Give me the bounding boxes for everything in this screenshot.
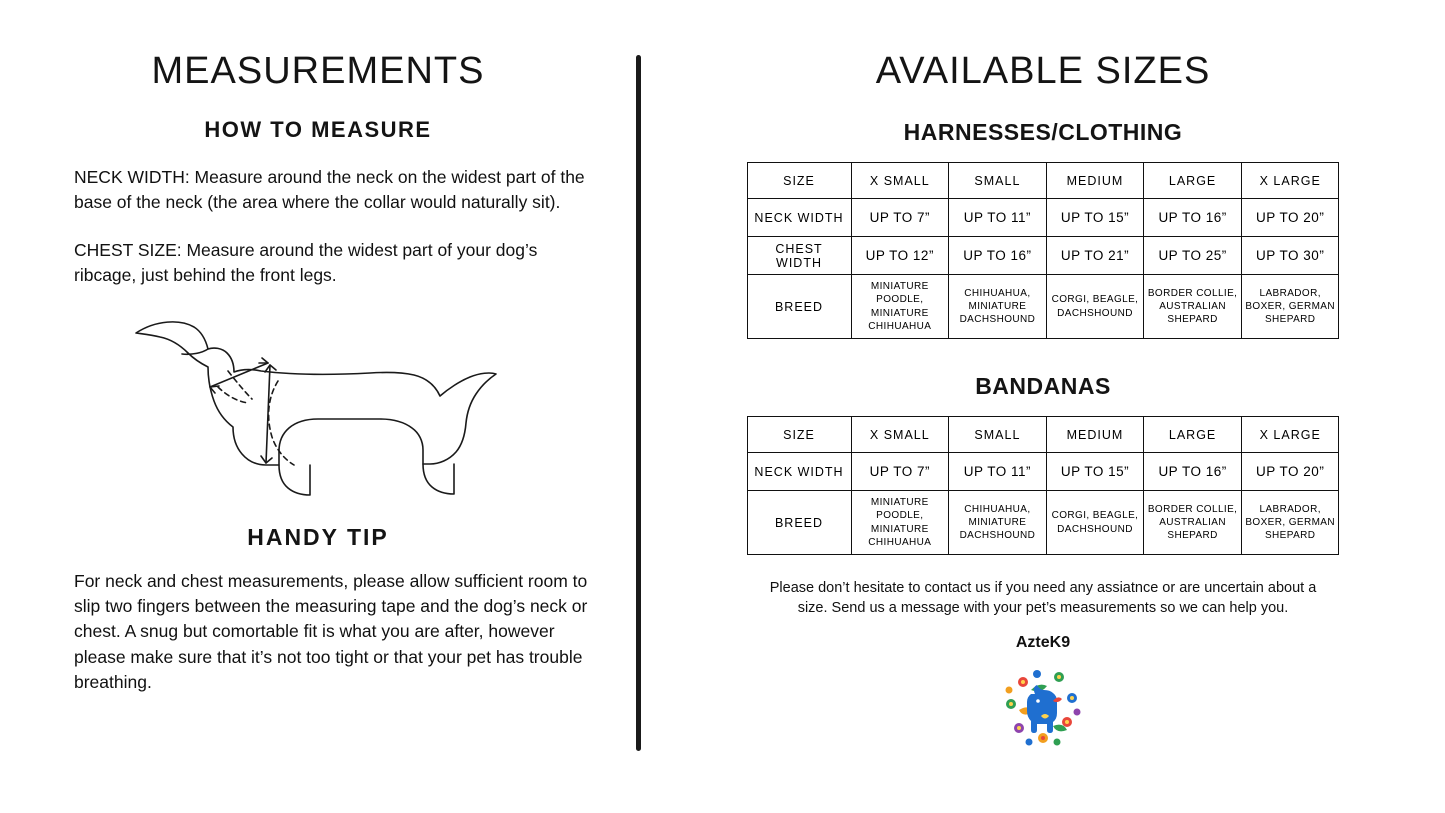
handy-tip-paragraph: For neck and chest measurements, please allow sufficient room to slip two fingers between the measuring tape and the dog’s neck or chest. A snug but comortable fit is what you are after, however please make sure that it’s not too tight or that your pet has trouble breathing. bbox=[74, 570, 588, 692]
harness-breed-xlarge: LABRADOR, BOXER, GERMAN SHEPARD bbox=[1241, 275, 1339, 339]
bandana-header-size: SIZE bbox=[747, 417, 851, 453]
harness-breed-large: BORDER COLLIE, AUSTRALIAN SHEPARD bbox=[1144, 275, 1242, 339]
harness-header-xlarge: X LARGE bbox=[1241, 163, 1339, 199]
dachshund-diagram-svg bbox=[118, 315, 518, 500]
table-row bbox=[747, 275, 1339, 339]
neck-width-paragraph: NECK WIDTH: Measure around the neck on the widest part of the base of the neck (the area where the collar would naturally sit). bbox=[74, 167, 585, 213]
bandana-neck-xlarge: UP TO 20” bbox=[1241, 453, 1339, 491]
harness-chest-xsmall: UP TO 12” bbox=[851, 237, 949, 275]
harness-header-xsmall: X SMALL bbox=[851, 163, 949, 199]
harness-chest-large: UP TO 25” bbox=[1144, 237, 1242, 275]
harness-breed-small: CHIHUAHUA, MINIATURE DACHSHOUND bbox=[949, 275, 1047, 339]
contact-footnote: Please don’t hesitate to contact us if you need any assiatnce or are uncertain about a size. Send us a message with your pet’s measurements so we can help you. bbox=[769, 580, 1317, 616]
bandanas-heading: BANDANAS bbox=[975, 373, 1111, 399]
harness-breed-xsmall: MINIATURE POODLE, MINIATURE CHIHUAHUA bbox=[851, 275, 949, 339]
measurements-column bbox=[0, 0, 636, 813]
harness-neck-xsmall: UP TO 7” bbox=[851, 199, 949, 237]
available-sizes-column bbox=[641, 0, 1445, 813]
harness-neck-medium: UP TO 15” bbox=[1046, 199, 1144, 237]
table-row bbox=[747, 491, 1339, 555]
how-to-measure-heading: HOW TO MEASURE bbox=[204, 117, 432, 142]
harness-size-table bbox=[747, 162, 1340, 339]
chest-size-paragraph: CHEST SIZE: Measure around the widest part of your dog’s ribcage, just behind the front legs. bbox=[74, 239, 538, 286]
bandana-breed-medium: CORGI, BEAGLE, DACHSHOUND bbox=[1046, 491, 1144, 555]
bandana-row-label-neck-width: NECK WIDTH bbox=[747, 453, 851, 491]
table-row bbox=[747, 453, 1339, 491]
harness-breed-medium: CORGI, BEAGLE, DACHSHOUND bbox=[1046, 275, 1144, 339]
bandana-header-large: LARGE bbox=[1144, 417, 1242, 453]
harness-neck-xlarge: UP TO 20” bbox=[1241, 199, 1339, 237]
harnesses-clothing-heading: HARNESSES/CLOTHING bbox=[903, 119, 1183, 145]
harness-neck-small: UP TO 11” bbox=[949, 199, 1047, 237]
table-row bbox=[747, 163, 1339, 199]
bandana-row-label-breed: BREED bbox=[747, 491, 851, 555]
harness-row-label-breed: BREED bbox=[747, 275, 851, 339]
harness-row-label-chest-width: CHEST WIDTH bbox=[747, 237, 851, 275]
harness-chest-xlarge: UP TO 30” bbox=[1241, 237, 1339, 275]
brand-logo bbox=[641, 660, 1445, 752]
bandana-neck-large: UP TO 16” bbox=[1144, 453, 1242, 491]
bandana-neck-small: UP TO 11” bbox=[949, 453, 1047, 491]
harness-header-small: SMALL bbox=[949, 163, 1047, 199]
table-row bbox=[747, 199, 1339, 237]
dog-measurement-illustration bbox=[0, 315, 636, 500]
handy-tip-heading: HANDY TIP bbox=[247, 523, 389, 550]
harness-chest-small: UP TO 16” bbox=[949, 237, 1047, 275]
measurements-title: MEASUREMENTS bbox=[151, 50, 485, 92]
bandana-header-medium: MEDIUM bbox=[1046, 417, 1144, 453]
bandana-breed-small: CHIHUAHUA, MINIATURE DACHSHOUND bbox=[949, 491, 1047, 555]
table-row bbox=[747, 417, 1339, 453]
brand-name: AzteK9 bbox=[1015, 634, 1071, 652]
bandana-header-small: SMALL bbox=[949, 417, 1047, 453]
bandana-breed-xlarge: LABRADOR, BOXER, GERMAN SHEPARD bbox=[1241, 491, 1339, 555]
available-sizes-title: AVAILABLE SIZES bbox=[875, 50, 1211, 92]
bandana-header-xsmall: X SMALL bbox=[851, 417, 949, 453]
bandana-breed-xsmall: MINIATURE POODLE, MINIATURE CHIHUAHUA bbox=[851, 491, 949, 555]
aztek9-dog-logo-icon bbox=[997, 660, 1089, 752]
harness-chest-medium: UP TO 21” bbox=[1046, 237, 1144, 275]
table-row bbox=[747, 237, 1339, 275]
bandana-breed-large: BORDER COLLIE, AUSTRALIAN SHEPARD bbox=[1144, 491, 1242, 555]
harness-neck-large: UP TO 16” bbox=[1144, 199, 1242, 237]
bandana-neck-medium: UP TO 15” bbox=[1046, 453, 1144, 491]
harness-header-size: SIZE bbox=[747, 163, 851, 199]
bandana-size-table bbox=[747, 416, 1340, 555]
harness-header-large: LARGE bbox=[1144, 163, 1242, 199]
harness-header-medium: MEDIUM bbox=[1046, 163, 1144, 199]
bandana-header-xlarge: X LARGE bbox=[1241, 417, 1339, 453]
bandana-neck-xsmall: UP TO 7” bbox=[851, 453, 949, 491]
harness-row-label-neck-width: NECK WIDTH bbox=[747, 199, 851, 237]
